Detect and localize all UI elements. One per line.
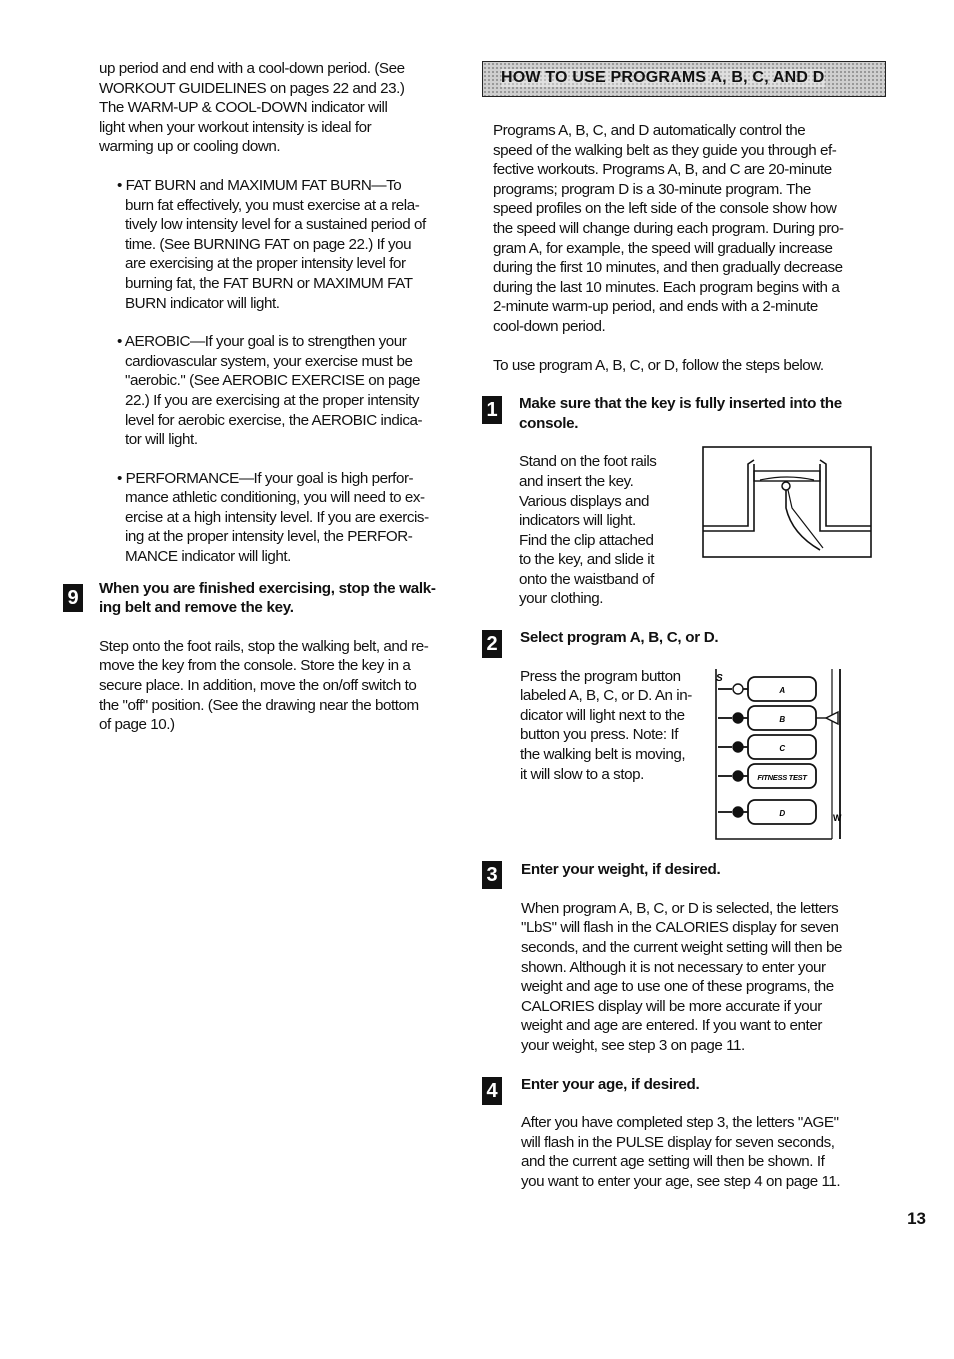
program-button-a[interactable] [718,677,816,701]
svg-text:A: A [779,686,785,696]
step-number-badge: 2 [482,630,502,658]
step-number-badge: 3 [482,861,502,889]
bullet-aerobic: • AEROBIC—If your goal is to strengthen your cardiovascular system, your exercise must be "aerobic." (See AEROBIC EXERCISE on page 22.) If you are exercising at the proper intensity level for aerobic exercise, the AEROBIC indica- tor will light. [117,333,423,449]
step-number-badge: 9 [63,584,83,612]
left-column [67,59,471,735]
bullet-fat-burn: • FAT BURN and MAXIMUM FAT BURN—To burn fat effectively, you must exercise at a rela- tively low intensity level for a sustained period of time. (See BURNING FAT on page 22.) If you are exercising at the proper intensity level for burning fat, the FAT BURN or MAXIMUM FAT BURN indicator will light. [117,176,426,312]
bullet-performance: • PERFORMANCE—If your goal is high perfor- mance athletic conditioning, you will need to ex- ercise at a high intensity level. If you are exercis- ing at the proper intensity level, the PERFOR- MANCE indicator will light. [117,469,429,566]
step-heading: Select program A, B, C, or D. [520,629,719,647]
follow-steps-text: To use program A, B, C, or D, follow the steps below. [493,356,824,374]
program-button-b[interactable] [718,706,838,730]
step-heading: console. [519,414,579,432]
page-number: 13 [907,1209,926,1228]
program-button-d[interactable] [718,800,816,824]
step-4: 4 Enter your age, if desired. After you have completed step 3, the letters "AGE" will flash in the PULSE display for seven seconds, and the current age setting will then be shown. If you want to enter your age, see step 4 on page 11. [493,1075,891,1192]
key-insert-illustration [702,446,872,562]
step-3: 3 Enter your weight, if desired. When program A, B, C, or D is selected, the letters "LbS" will flash in the CALORIES display for seven seconds, and the current weight setting will then be shown. Although it is not necessary to enter your weight and age to use one of these programs, the CALORIES display will be more accurate if your weight and age are entered. If you want to enter your weight, see step 3 on page 11. [493,860,891,1055]
program-buttons-illustration [714,667,876,841]
svg-text:D: D [779,809,785,819]
step-9: 9 When you are finished exercising, stop the walk- ing belt and remove the key. Step onto the foot rails, stop the walking belt, and re- move the key from the console. Store the key in a secure place. In addition, move the on/off switch to the "off" position. (See the drawing near the bottom of page 10.) [99,579,471,735]
step-heading: Enter your weight, if desired. [521,861,721,879]
program-button-c[interactable] [718,735,816,759]
step-number-badge: 1 [482,396,502,424]
step-heading: ing belt and remove the key. [99,599,294,617]
svg-text:C: C [779,744,785,754]
step-number-badge: 4 [482,1077,502,1105]
svg-text:FITNESS TEST: FITNESS TEST [757,773,807,783]
corner-letter: S [716,673,723,685]
step-heading: When you are finished exercising, stop the walk- [99,579,436,597]
right-column [486,121,891,1192]
programs-intro: Programs A, B, C, and D automatically control the speed of the walking belt as they guide you through ef- fective workouts. Programs A, B, and C are 20-minute programs; program D is a 30-minute program. The speed profiles on the left side of the console show how the speed will change during each program. During pro- gram A, for example, the speed will gradually increase during the first 10 minutes, and then gradually decrease during the last 10 minutes. Each program begins with a 2-minute warm-up period, and ends with a 2-minute cool-down period. [493,122,844,335]
step-heading: Enter your age, if desired. [521,1075,700,1093]
section-title: HOW TO USE PROGRAMS A, B, C, AND D [501,69,825,86]
fitness-test-button[interactable] [718,764,816,788]
step-1: 1 Make sure that the key is fully inserted into the console. Stand on the foot rails and insert the key. Various displays and indicators will light. Find the clip attached to the key, and slide it onto the waistband of your clothing. [493,394,891,609]
corner-letter: W [833,813,842,824]
intro-continued: up period and end with a cool-down period. (See WORKOUT GUIDELINES on pages 22 and 23.) The WARM-UP & COOL-DOWN indicator will light when your workout intensity is ideal for warming up or cooling down. [99,60,405,156]
step-heading: Make sure that the key is fully inserted into the [519,395,842,413]
step-2: 2 Select program A, B, C, or D. Press the program button labeled A, B, C, or D. An in- dicator will light next to the button you press. Note: If the walking belt is moving, it will slow to a stop. S W A B C FITNESS TEST D [493,628,891,784]
svg-text:B: B [779,715,785,725]
section-banner [482,61,886,97]
